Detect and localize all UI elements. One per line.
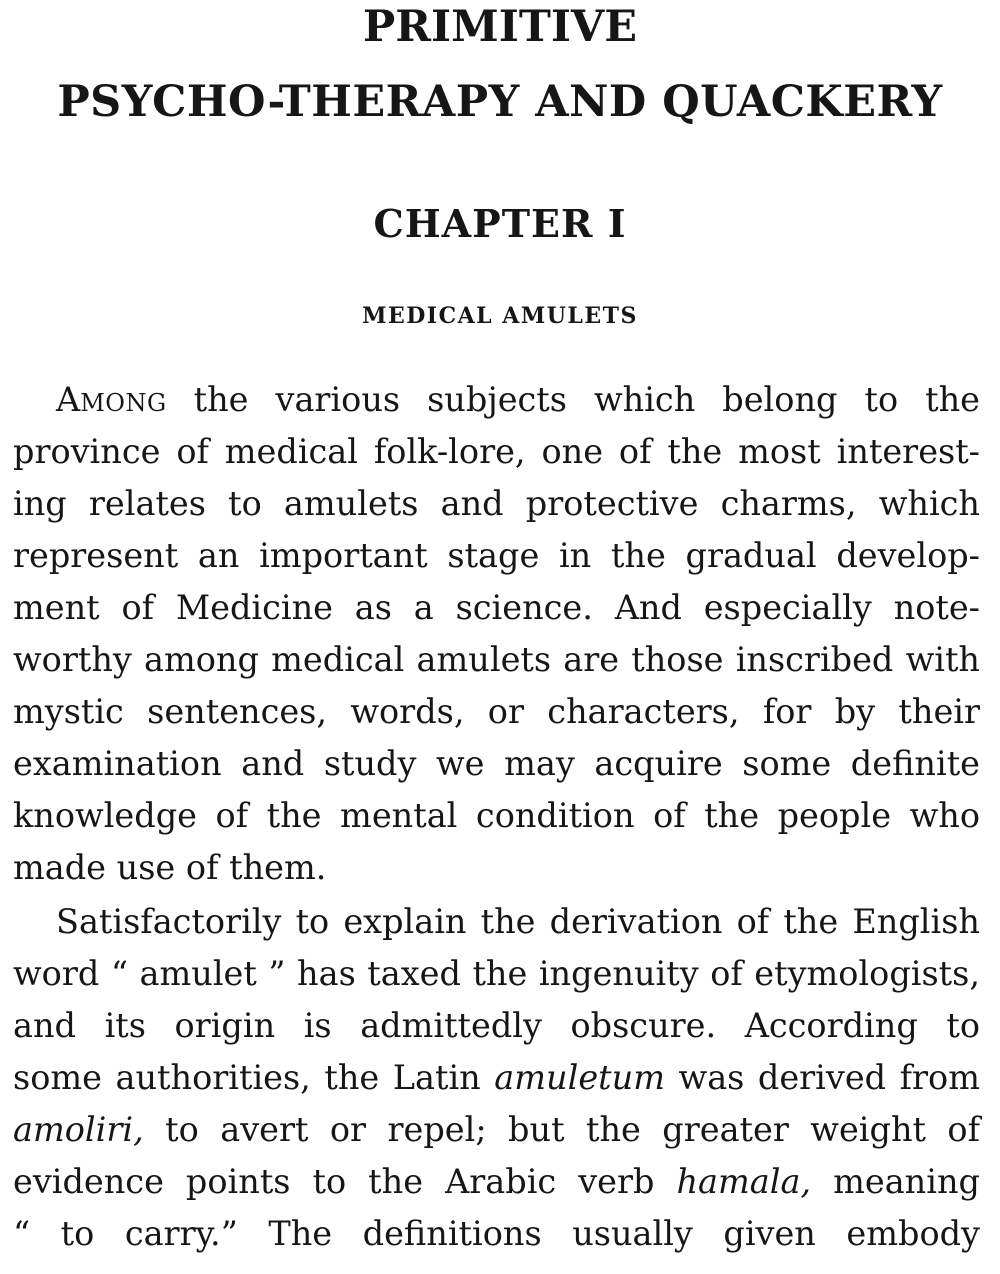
- text-line: mystic sentences, words, or characters, for by their: [13, 692, 980, 731]
- text-run: the various subjects which belong to the: [166, 380, 980, 419]
- chapter-heading: CHAPTER I: [373, 201, 627, 246]
- text-run: some authorities, the Latin: [13, 1058, 495, 1097]
- section-title: MEDICAL AMULETS: [362, 303, 638, 329]
- text-line: [13, 1156, 980, 1208]
- text-line: worthy among medical amulets are those inscribed with: [13, 640, 980, 679]
- text-line: knowledge of the mental condition of the people who: [13, 796, 980, 835]
- text-line: [13, 1104, 980, 1156]
- text-run: meaning: [811, 1162, 980, 1201]
- text-line: ment of Medicine as a science. And especially note-: [13, 588, 980, 627]
- book-title-line-1: PRIMITIVE: [362, 2, 638, 52]
- text-line: province of medical folk-lore, one of the most interest-: [13, 432, 980, 471]
- book-title-line-2: PSYCHO-THERAPY AND QUACKERY: [57, 77, 943, 127]
- dropcap-initial: A: [56, 380, 81, 419]
- text-line: [56, 374, 980, 426]
- italic-term: hamala,: [676, 1162, 812, 1201]
- text-line: “ to carry.” The definitions usually given embody: [13, 1214, 980, 1253]
- italic-term: amoliri,: [13, 1110, 144, 1149]
- text-run: was derived from: [664, 1058, 980, 1097]
- text-run: evidence points to the Arabic verb: [13, 1162, 677, 1201]
- text-line: and its origin is admittedly obscure. According to: [13, 1006, 980, 1045]
- text-line: made use of them.: [13, 848, 327, 887]
- text-line: examination and study we may acquire some definite: [13, 744, 980, 783]
- text-run: to avert or repel; but the greater weight of: [143, 1110, 980, 1149]
- italic-term: amuletum: [494, 1058, 665, 1097]
- text-line: [13, 1052, 980, 1104]
- text-line: ing relates to amulets and protective charms, which: [13, 484, 980, 523]
- small-caps-word: MONG: [80, 389, 167, 417]
- text-line: word “ amulet ” has taxed the ingenuity of etymologists,: [13, 954, 980, 993]
- text-line: Satisfactorily to explain the derivation of the English: [56, 902, 980, 941]
- text-line: represent an important stage in the gradual develop-: [13, 536, 980, 575]
